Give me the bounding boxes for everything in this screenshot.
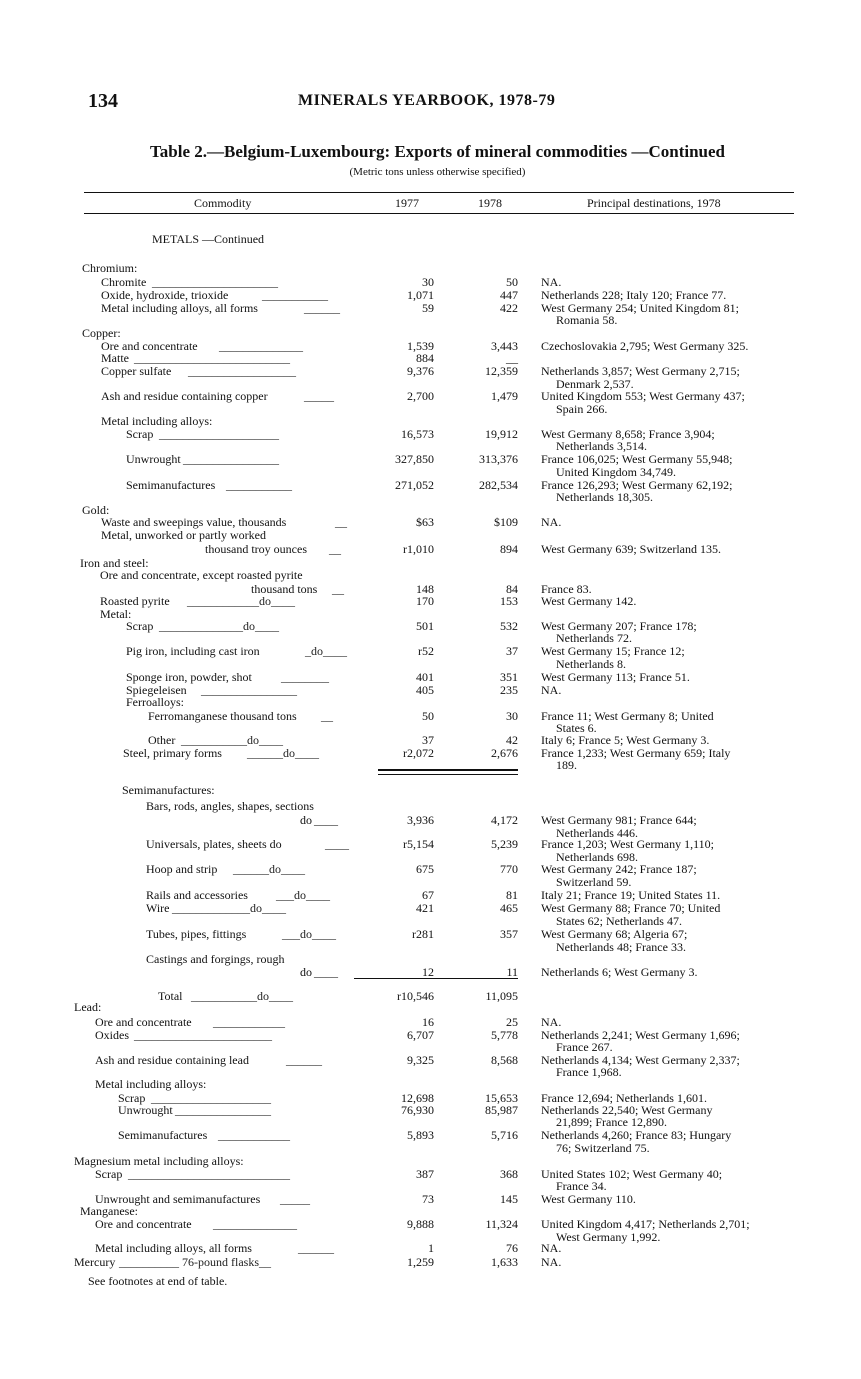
commodity-label: do — [300, 813, 312, 827]
destinations-cell: 189. — [556, 758, 577, 772]
table-row — [0, 390, 861, 404]
value-1978: 4,172 — [491, 813, 518, 827]
value-1978: 357 — [500, 927, 518, 941]
commodity-label: Manganese: — [80, 1204, 138, 1218]
leader-dots: ______________ — [213, 1217, 297, 1231]
leader-dots: __ — [321, 709, 333, 723]
commodity-label: Ferromanganese thousand tons — [148, 709, 297, 723]
destinations-cell: Netherlands 228; Italy 120; France 77. — [541, 288, 727, 302]
value-1977: 387 — [416, 1167, 434, 1181]
destinations-cell: Netherlands 22,540; West Germany — [541, 1103, 713, 1117]
commodity-label: Tubes, pipes, fittings — [146, 927, 247, 941]
leader-dots: ____________do____ — [187, 594, 295, 608]
commodity-label: Chromite — [101, 275, 147, 289]
leader-dots: __ — [332, 582, 344, 596]
destinations-cell: Netherlands 18,305. — [556, 490, 653, 504]
value-1977: 170 — [416, 594, 434, 608]
commodity-label: Semimanufactures — [126, 478, 216, 492]
leader-dots: ______________ — [219, 339, 303, 353]
leader-dots: ___do____ — [276, 888, 330, 902]
destinations-cell: West Germany 254; United Kingdom 81; — [541, 301, 740, 315]
commodity-label: Unwrought — [126, 452, 181, 466]
value-1977: 67 — [422, 888, 434, 902]
column-header-commodity: Commodity — [194, 196, 252, 210]
destinations-cell: United Kingdom 34,749. — [556, 465, 676, 479]
table-row — [0, 314, 861, 328]
value-1978: 81 — [506, 888, 518, 902]
leader-dots: ____ — [325, 837, 349, 851]
destinations-cell: NA. — [541, 515, 562, 529]
value-1978: 50 — [506, 275, 518, 289]
leader-dots: ____ — [314, 813, 338, 827]
leader-dots: ______do____ — [233, 862, 305, 876]
table-row — [0, 453, 861, 467]
value-1978: 145 — [500, 1192, 518, 1206]
destinations-cell: France 11; West Germany 8; United — [541, 709, 714, 723]
leader-dots: __________________________ — [134, 351, 290, 365]
table-subtitle: (Metric tons unless otherwise specified) — [349, 166, 526, 178]
column-header-destinations: Principal destinations, 1978 — [587, 196, 721, 210]
value-1978: 15,653 — [485, 1091, 518, 1105]
destinations-cell: United Kingdom 4,417; Netherlands 2,701; — [541, 1217, 750, 1231]
destinations-cell: West Germany 113; France 51. — [541, 670, 690, 684]
commodity-label: Rails and accessories — [146, 888, 248, 902]
value-1978: 8,568 — [491, 1053, 518, 1067]
leader-dots: ____ — [314, 965, 338, 979]
destinations-cell: Netherlands 8. — [556, 657, 626, 671]
commodity-label: Copper: — [82, 326, 121, 340]
commodity-label: Metal including alloys: — [101, 414, 213, 428]
value-1977: 9,888 — [407, 1217, 434, 1231]
destinations-cell: Netherlands 3,857; West Germany 2,715; — [541, 364, 740, 378]
table-row — [0, 1242, 861, 1256]
destinations-cell: Netherlands 4,134; West Germany 2,337; — [541, 1053, 740, 1067]
value-1978: 532 — [500, 619, 518, 633]
commodity-label: Lead: — [74, 1000, 102, 1014]
table-title: Table 2.—Belgium-Luxembourg: Exports of mineral commodities —Continued — [149, 142, 726, 161]
footnote: See footnotes at end of table. — [88, 1274, 228, 1288]
destinations-cell: France 34. — [556, 1179, 607, 1193]
value-1978: 85,987 — [485, 1103, 518, 1117]
destinations-cell: West Germany 981; France 644; — [541, 813, 697, 827]
leader-dots: ___________ — [262, 288, 328, 302]
leader-dots: ________________ — [201, 683, 297, 697]
destinations-cell: Netherlands 2,241; West Germany 1,696; — [541, 1028, 740, 1042]
destinations-cell: Netherlands 3,514. — [556, 439, 647, 453]
commodity-label: Ferroalloys: — [126, 695, 184, 709]
commodity-label: Metal, unworked or partly worked — [101, 528, 266, 542]
destinations-cell: France 267. — [556, 1040, 613, 1054]
value-1977: 76,930 — [401, 1103, 434, 1117]
value-1978: 5,239 — [491, 837, 518, 851]
leader-dots: ___________ — [226, 478, 292, 492]
value-1978: 12,359 — [485, 364, 518, 378]
value-1978: __ — [506, 351, 518, 365]
value-1978: 894 — [500, 542, 518, 556]
value-1978: 84 — [506, 582, 518, 596]
commodity-label: Waste and sweepings value, thousands — [101, 515, 287, 529]
leader-dots: ______do____ — [247, 746, 319, 760]
table-row — [0, 233, 861, 247]
column-header-1977: 1977 — [395, 196, 419, 210]
value-1977: 30 — [422, 275, 434, 289]
table-row — [0, 1129, 861, 1143]
commodity-label: METALS —Continued — [152, 232, 265, 246]
commodity-label: Metal: — [100, 607, 132, 621]
value-1977: 401 — [416, 670, 434, 684]
total-rule — [354, 978, 518, 979]
value-1977: r5,154 — [403, 837, 434, 851]
destinations-cell: Italy 6; France 5; West Germany 3. — [541, 733, 710, 747]
value-1977: r2,072 — [403, 746, 434, 760]
leader-dots: ___do____ — [282, 927, 336, 941]
value-1977: 327,850 — [395, 452, 434, 466]
destinations-cell: West Germany 88; France 70; United — [541, 901, 721, 915]
value-1978: 235 — [500, 683, 518, 697]
destinations-cell: West Germany 15; France 12; — [541, 644, 685, 658]
table-row — [0, 365, 861, 379]
commodity-label: Scrap — [118, 1091, 146, 1105]
value-1977: 5,893 — [407, 1128, 434, 1142]
commodity-label: Gold: — [82, 503, 110, 517]
destinations-cell: NA. — [541, 1241, 562, 1255]
value-1978: 770 — [500, 862, 518, 876]
value-1977: 501 — [416, 619, 434, 633]
value-1978: 351 — [500, 670, 518, 684]
value-1978: 11,324 — [485, 1217, 518, 1231]
destinations-cell: Netherlands 6; West Germany 3. — [541, 965, 698, 979]
value-1978: 76 — [506, 1241, 518, 1255]
value-1977: 1,071 — [407, 288, 434, 302]
commodity-label: Metal including alloys, all forms — [95, 1241, 252, 1255]
commodity-label: Unwrought — [118, 1103, 173, 1117]
value-1977: 884 — [416, 351, 434, 365]
commodity-label: Ash and residue containing copper — [101, 389, 268, 403]
table-row — [0, 928, 861, 942]
commodity-label: Ore and concentrate, except roasted pyrite — [100, 568, 303, 582]
destinations-cell: West Germany 142. — [541, 594, 637, 608]
subtotal-rule-2 — [378, 774, 518, 775]
value-1978: 19,912 — [485, 427, 518, 441]
commodity-label: Copper sulfate — [101, 364, 172, 378]
commodity-label: Bars, rods, angles, shapes, sections — [146, 799, 314, 813]
destinations-cell: West Germany 8,658; France 3,904; — [541, 427, 715, 441]
table-row — [0, 838, 861, 852]
value-1977: 675 — [416, 862, 434, 876]
value-1978: 153 — [500, 594, 518, 608]
table-row — [0, 543, 861, 557]
commodity-label: Hoop and strip — [146, 862, 218, 876]
value-1978: 447 — [500, 288, 518, 302]
value-1978: 42 — [506, 733, 518, 747]
value-1977: 12,698 — [401, 1091, 434, 1105]
destinations-cell: NA. — [541, 1015, 562, 1029]
value-1977: 3,936 — [407, 813, 434, 827]
commodity-label: do — [300, 965, 312, 979]
commodity-label: Metal including alloys, all forms — [101, 301, 258, 315]
commodity-label: Castings and forgings, rough — [146, 952, 285, 966]
destinations-cell: NA. — [541, 683, 562, 697]
leader-dots: _____________do____ — [172, 901, 286, 915]
value-1978: 11,095 — [485, 989, 518, 1003]
destinations-cell: West Germany 207; France 178; — [541, 619, 697, 633]
commodity-label: Ash and residue containing lead — [95, 1053, 249, 1067]
table-row — [0, 529, 861, 543]
destinations-cell: France 126,293; West Germany 62,192; — [541, 478, 733, 492]
value-1977: 1 — [428, 1241, 434, 1255]
value-1977: 271,052 — [395, 478, 434, 492]
destinations-cell: NA. — [541, 1255, 562, 1269]
table-row — [0, 262, 861, 276]
value-1978: 37 — [506, 644, 518, 658]
destinations-cell: West Germany 639; Switzerland 135. — [541, 542, 721, 556]
commodity-label: Scrap — [95, 1167, 123, 1181]
leader-dots: ____________ — [213, 1015, 285, 1029]
value-1977: 16 — [422, 1015, 434, 1029]
value-1978: 25 — [506, 1015, 518, 1029]
leader-dots: ________________ — [183, 452, 279, 466]
commodity-label: Iron and steel: — [80, 556, 149, 570]
leader-dots: ___________________________ — [128, 1167, 290, 1181]
commodity-label: Scrap — [126, 427, 154, 441]
leader-dots: ____________________ — [151, 1091, 271, 1105]
table-row — [0, 814, 861, 828]
commodity-label: Semimanufactures — [118, 1128, 208, 1142]
value-1977: r10,546 — [397, 989, 434, 1003]
value-1977: r1,010 — [403, 542, 434, 556]
header-top-rule — [84, 192, 794, 193]
commodity-label: Oxides — [95, 1028, 129, 1042]
destinations-cell: West Germany 242; France 187; — [541, 862, 697, 876]
destinations-cell: States 62; Netherlands 47. — [556, 914, 682, 928]
commodity-label: Sponge iron, powder, shot — [126, 670, 252, 684]
leader-dots: ______ — [298, 1241, 334, 1255]
commodity-label: Matte — [101, 351, 129, 365]
destinations-cell: France 12,694; Netherlands 1,601. — [541, 1091, 707, 1105]
leader-dots: ____________ — [218, 1128, 290, 1142]
value-1978: 11 — [506, 965, 518, 979]
destinations-cell: Netherlands 698. — [556, 850, 638, 864]
commodity-label: Magnesium metal including alloys: — [74, 1154, 244, 1168]
leader-dots: __ — [335, 515, 347, 529]
table-row — [0, 645, 861, 659]
table-row — [0, 1218, 861, 1232]
leader-dots: _____ — [304, 389, 334, 403]
column-header-1978: 1978 — [478, 196, 502, 210]
value-1978: 3,443 — [491, 339, 518, 353]
value-1977: 421 — [416, 901, 434, 915]
destinations-cell: Czechoslovakia 2,795; West Germany 325. — [541, 339, 749, 353]
destinations-cell: France 1,968. — [556, 1065, 622, 1079]
destinations-cell: United Kingdom 553; West Germany 437; — [541, 389, 745, 403]
value-1977: 9,325 — [407, 1053, 434, 1067]
commodity-label: Roasted pyrite — [100, 594, 170, 608]
leader-dots: ______ — [304, 301, 340, 315]
commodity-label: Universals, plates, sheets do — [146, 837, 282, 851]
value-1978: 2,676 — [491, 746, 518, 760]
value-1977: r52 — [418, 644, 434, 658]
value-1977: 1,259 — [407, 1255, 434, 1269]
commodity-label: Other — [148, 733, 176, 747]
leader-dots: ___________do____ — [191, 989, 293, 1003]
destinations-cell: Switzerland 59. — [556, 875, 632, 889]
running-header: MINERALS YEARBOOK, 1978-79 — [298, 92, 556, 109]
table-row — [0, 902, 861, 916]
value-1977: 9,376 — [407, 364, 434, 378]
destinations-cell: Netherlands 72. — [556, 631, 632, 645]
table-row — [0, 569, 861, 583]
value-1978: 30 — [506, 709, 518, 723]
value-1978: 1,479 — [491, 389, 518, 403]
value-1977: $63 — [416, 515, 434, 529]
commodity-label: Steel, primary forms — [123, 746, 222, 760]
destinations-cell: West Germany 110. — [541, 1192, 636, 1206]
destinations-cell: France 1,233; West Germany 659; Italy — [541, 746, 731, 760]
value-1978: 368 — [500, 1167, 518, 1181]
value-1977: 37 — [422, 733, 434, 747]
destinations-cell: Spain 266. — [556, 402, 608, 416]
value-1977: 12 — [422, 965, 434, 979]
leader-dots: ________ — [281, 670, 329, 684]
commodity-label: thousand tons — [251, 582, 318, 596]
commodity-label: Metal including alloys: — [95, 1077, 207, 1091]
commodity-label: Scrap — [126, 619, 154, 633]
commodity-label: Unwrought and semimanufactures — [95, 1192, 261, 1206]
destinations-cell: 76; Switzerland 75. — [556, 1141, 650, 1155]
destinations-cell: NA. — [541, 275, 562, 289]
page-number: 134 — [88, 90, 118, 112]
value-1978: 1,633 — [491, 1255, 518, 1269]
destinations-cell: Romania 58. — [556, 313, 618, 327]
destinations-cell: France 83. — [541, 582, 592, 596]
leader-dots: _____________________ — [152, 275, 278, 289]
table-row — [0, 1256, 861, 1270]
destinations-cell: France 1,203; West Germany 1,110; — [541, 837, 714, 851]
value-1977: 405 — [416, 683, 434, 697]
destinations-cell: West Germany 1,992. — [556, 1230, 661, 1244]
leader-dots: ____________________ — [159, 427, 279, 441]
commodity-label: Oxide, hydroxide, trioxide — [101, 288, 229, 302]
commodity-label: thousand troy ounces — [205, 542, 307, 556]
leader-dots: _do____ — [305, 644, 347, 658]
table-row — [0, 276, 861, 290]
destinations-cell: 21,899; France 12,890. — [556, 1115, 667, 1129]
leader-dots: _____ — [280, 1192, 310, 1206]
destinations-cell: Netherlands 446. — [556, 826, 638, 840]
value-1978: 465 — [500, 901, 518, 915]
value-1977: 6,707 — [407, 1028, 434, 1042]
value-1977: 73 — [422, 1192, 434, 1206]
commodity-label: Spiegeleisen — [126, 683, 187, 697]
commodity-label: Semimanufactures: — [122, 783, 215, 797]
commodity-label: Ore and concentrate — [95, 1015, 192, 1029]
destinations-cell: United States 102; West Germany 40; — [541, 1167, 723, 1181]
commodity-label: Chromium: — [82, 261, 138, 275]
value-1978: 5,778 — [491, 1028, 518, 1042]
table-row — [0, 784, 861, 798]
value-1977: 16,573 — [401, 427, 434, 441]
table-row — [0, 1078, 861, 1092]
value-1977: 50 — [422, 709, 434, 723]
commodity-label: Mercury — [74, 1255, 116, 1269]
value-1978: 5,716 — [491, 1128, 518, 1142]
leader-dots: ______________do____ — [159, 619, 279, 633]
table-row — [0, 491, 861, 505]
value-1978: $109 — [494, 515, 518, 529]
table-row — [0, 696, 861, 710]
leader-dots: ______ — [286, 1053, 322, 1067]
header-bottom-rule — [84, 213, 794, 214]
destinations-cell: Netherlands 4,260; France 83; Hungary — [541, 1128, 732, 1142]
leader-dots: ___________do____ — [181, 733, 283, 747]
value-1977: 1,539 — [407, 339, 434, 353]
value-1978: 422 — [500, 301, 518, 315]
leader-dots: __________ 76-pound flasks__ — [119, 1255, 271, 1269]
leader-dots: __________________ — [188, 364, 296, 378]
table-row — [0, 1001, 861, 1015]
value-1978: 313,376 — [479, 452, 518, 466]
commodity-label: Ore and concentrate — [95, 1217, 192, 1231]
value-1977: r281 — [412, 927, 434, 941]
value-1978: 282,534 — [479, 478, 518, 492]
value-1977: 2,700 — [407, 389, 434, 403]
value-1977: 148 — [416, 582, 434, 596]
table-row — [0, 863, 861, 877]
leader-dots: __ — [329, 542, 341, 556]
destinations-cell: Netherlands 48; France 33. — [556, 940, 686, 954]
destinations-cell: West Germany 68; Algeria 67; — [541, 927, 688, 941]
table-row — [0, 800, 861, 814]
destinations-cell: Denmark 2,537. — [556, 377, 634, 391]
commodity-label: Wire — [146, 901, 170, 915]
subtotal-rule-1 — [378, 769, 518, 771]
leader-dots: _______________________ — [134, 1028, 272, 1042]
destinations-cell: Italy 21; France 19; United States 11. — [541, 888, 721, 902]
destinations-cell: States 6. — [556, 721, 597, 735]
value-1977: 59 — [422, 301, 434, 315]
commodity-label: Ore and concentrate — [101, 339, 198, 353]
commodity-label: Pig iron, including cast iron — [126, 644, 260, 658]
leader-dots: ________________ — [175, 1103, 271, 1117]
commodity-label: Total — [158, 989, 183, 1003]
destinations-cell: France 106,025; West Germany 55,948; — [541, 452, 733, 466]
